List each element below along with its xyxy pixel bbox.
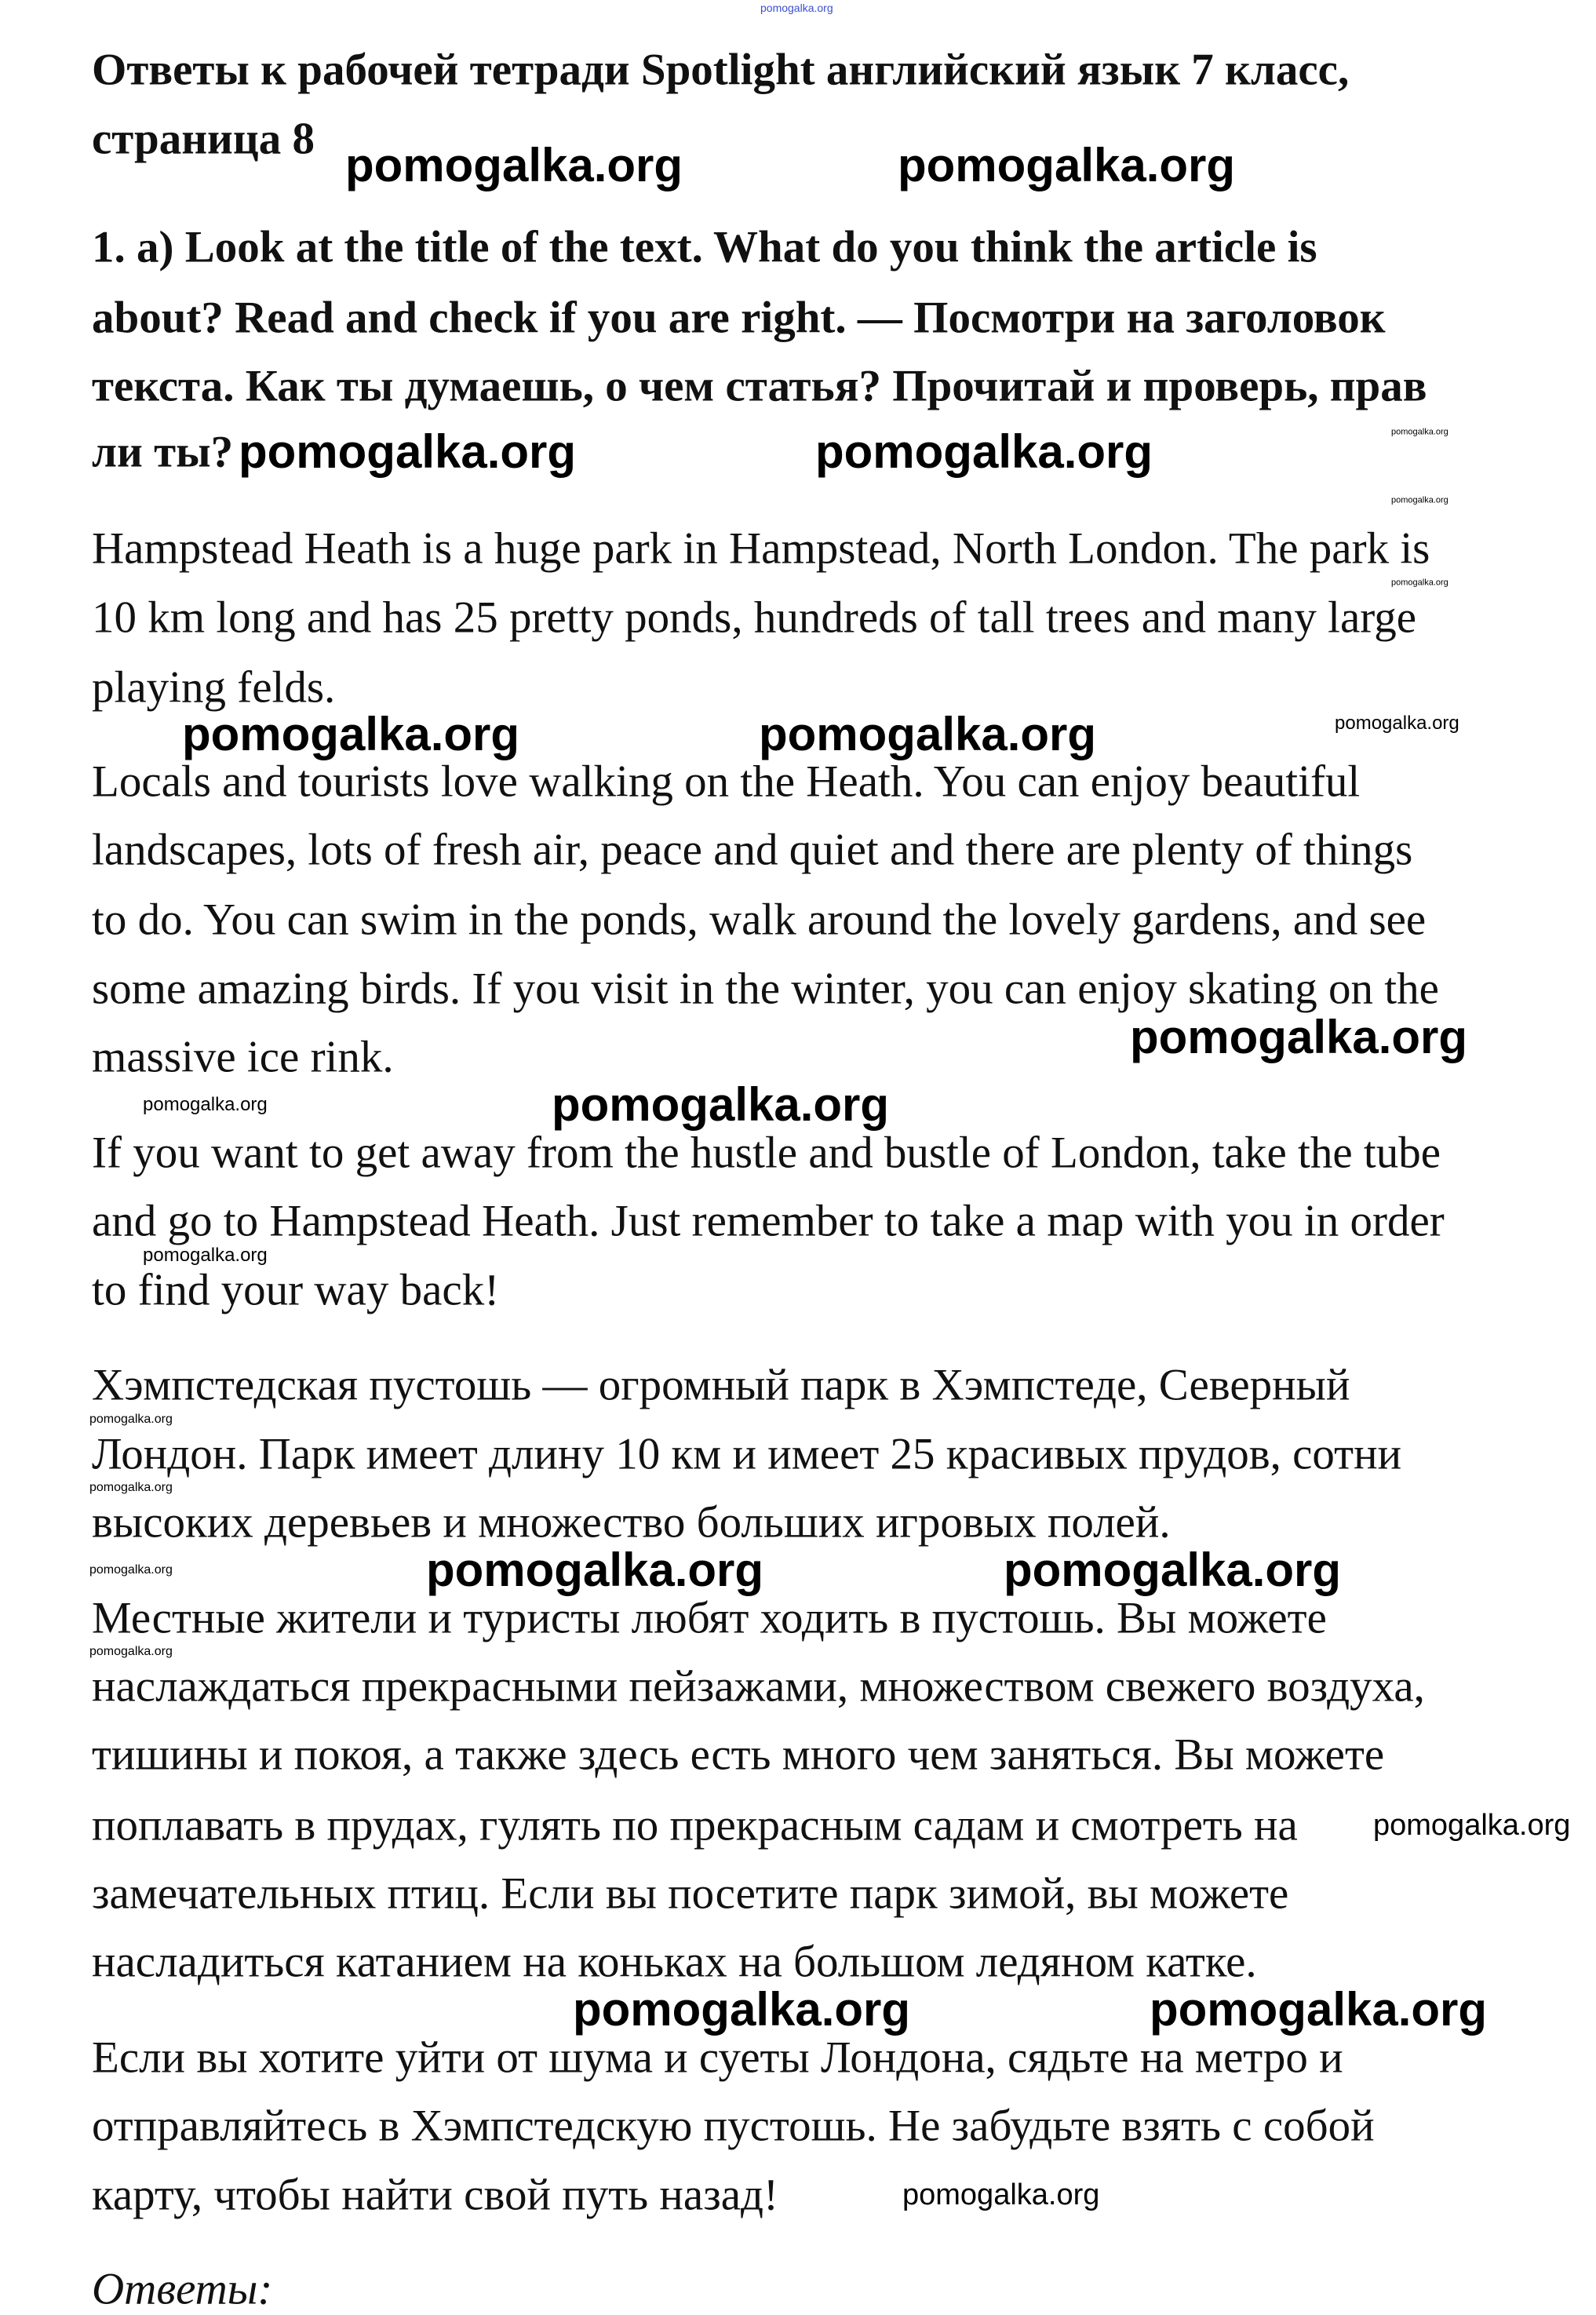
russian-text-line: замечательных птиц. Если вы посетите парк зимой, вы можете xyxy=(92,1868,1289,1919)
watermark: pomogalka.org xyxy=(1004,1544,1342,1596)
watermark: pomogalka.org xyxy=(760,2,833,14)
watermark: pomogalka.org xyxy=(1391,578,1448,588)
watermark: pomogalka.org xyxy=(143,1094,268,1115)
page-title-line: Ответы к рабочей тетради Spotlight английский язык 7 класс, xyxy=(92,45,1350,95)
english-text-line: playing felds. xyxy=(92,662,336,713)
watermark: pomogalka.org xyxy=(89,1413,173,1426)
english-text-line: Hampstead Heath is a huge park in Hampstead, North London. The park is xyxy=(92,523,1430,574)
english-text-line: and go to Hampstead Heath. Just remember to take a map with you in order xyxy=(92,1196,1445,1246)
english-text-line: some amazing birds. If you visit in the winter, you can enjoy skating on the xyxy=(92,964,1439,1014)
task-text-line: about? Read and check if you are right. — Посмотри на заголовок xyxy=(92,293,1386,343)
russian-text-line: карту, чтобы найти свой путь назад! xyxy=(92,2170,779,2220)
watermark: pomogalka.org xyxy=(902,2178,1100,2211)
watermark: pomogalka.org xyxy=(759,708,1097,760)
english-text-line: to do. You can swim in the ponds, walk around the lovely gardens, and see xyxy=(92,895,1427,945)
watermark: pomogalka.org xyxy=(89,1645,173,1658)
watermark: pomogalka.org xyxy=(552,1078,890,1131)
russian-text-line: Если вы хотите уйти от шума и суеты Лондона, сядьте на метро и xyxy=(92,2032,1343,2083)
task-text-line: текста. Как ты думаешь, о чем статья? Прочитай и проверь, прав xyxy=(92,361,1427,411)
english-text-line: landscapes, lots of fresh air, peace and quiet and there are plenty of things xyxy=(92,825,1413,875)
english-text-line: massive ice rink. xyxy=(92,1032,394,1082)
english-text-line: to find your way back! xyxy=(92,1265,500,1315)
english-text-line: If you want to get away from the hustle and bustle of London, take the tube xyxy=(92,1128,1441,1178)
watermark: pomogalka.org xyxy=(1391,427,1448,437)
watermark: pomogalka.org xyxy=(1150,1983,1488,2036)
watermark: pomogalka.org xyxy=(182,708,520,760)
russian-text-line: тишины и покоя, а также здесь есть много чем заняться. Вы можете xyxy=(92,1730,1385,1780)
watermark: pomogalka.org xyxy=(345,139,683,191)
answers-label: Ответы: xyxy=(92,2264,273,2314)
watermark: pomogalka.org xyxy=(1335,713,1459,734)
russian-text-line: высоких деревьев и множество больших игровых полей. xyxy=(92,1497,1171,1548)
task-text-line: ли ты? xyxy=(92,427,234,477)
page-title-line: страница 8 xyxy=(92,114,315,164)
watermark: pomogalka.org xyxy=(426,1544,764,1596)
watermark: pomogalka.org xyxy=(1373,1809,1571,1842)
russian-text-line: наслаждаться прекрасными пейзажами, множеством свежего воздуха, xyxy=(92,1661,1425,1712)
russian-text-line: поплавать в прудах, гулять по прекрасным садам и смотреть на xyxy=(92,1800,1298,1850)
english-text-line: Locals and tourists love walking on the Heath. You can enjoy beautiful xyxy=(92,756,1361,807)
english-text-line: 10 km long and has 25 pretty ponds, hundreds of tall trees and many large xyxy=(92,592,1417,643)
russian-text-line: Лондон. Парк имеет длину 10 км и имеет 25 красивых прудов, сотни xyxy=(92,1429,1402,1479)
russian-text-line: отправляйтесь в Хэмпстедскую пустошь. Не забудьте взять с собой xyxy=(92,2101,1375,2151)
watermark: pomogalka.org xyxy=(89,1481,173,1494)
task-text-line: 1. a) Look at the title of the text. What do you think the article is xyxy=(92,222,1317,272)
watermark: pomogalka.org xyxy=(143,1245,268,1266)
watermark: pomogalka.org xyxy=(1130,1011,1468,1063)
watermark: pomogalka.org xyxy=(573,1983,911,2036)
watermark: pomogalka.org xyxy=(815,425,1153,478)
watermark: pomogalka.org xyxy=(1391,495,1448,505)
watermark: pomogalka.org xyxy=(89,1563,173,1577)
russian-text-line: насладиться катанием на коньках на большом ледяном катке. xyxy=(92,1937,1257,1987)
watermark: pomogalka.org xyxy=(239,425,577,478)
watermark: pomogalka.org xyxy=(898,139,1236,191)
russian-text-line: Хэмпстедская пустошь — огромный парк в Хэмпстеде, Северный xyxy=(92,1360,1350,1410)
russian-text-line: Местные жители и туристы любят ходить в пустошь. Вы можете xyxy=(92,1593,1327,1643)
